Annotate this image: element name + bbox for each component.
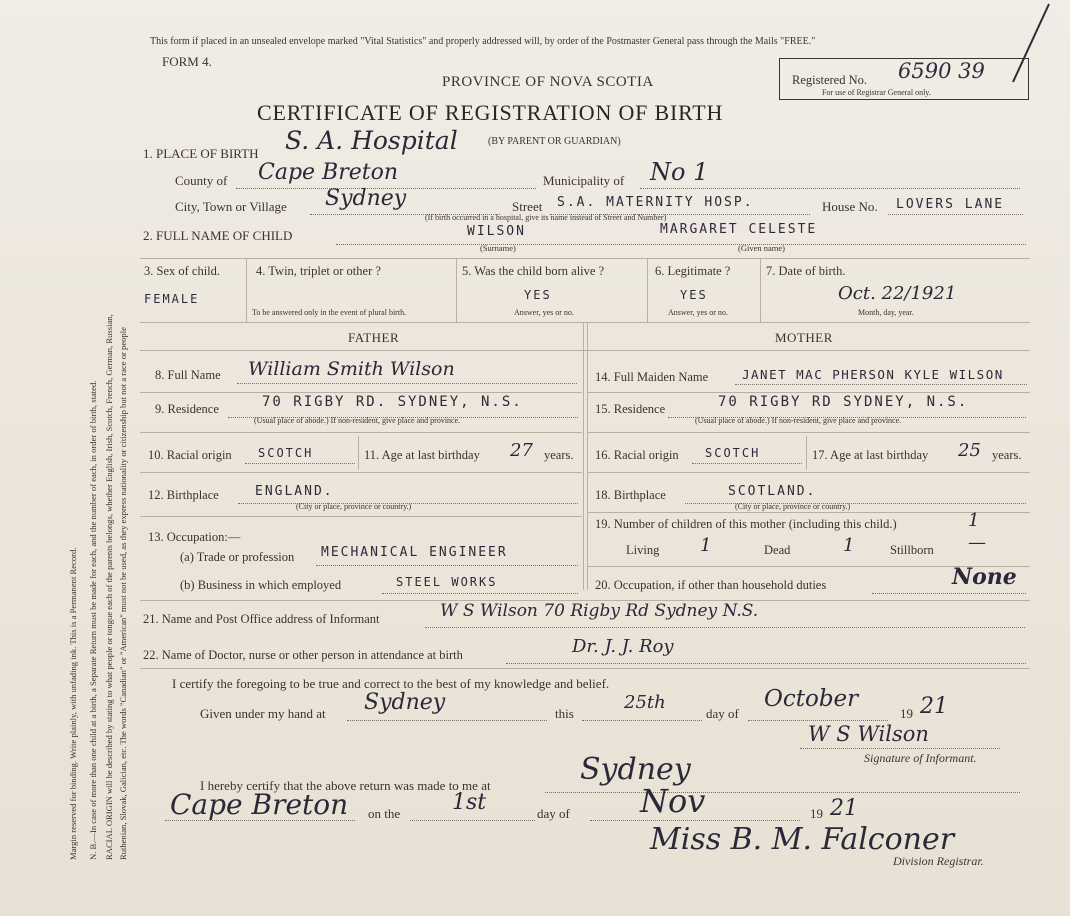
- mother-res-label: 15. Residence: [595, 402, 666, 416]
- father-occ-label: 13. Occupation:—: [148, 530, 241, 544]
- registrar-year: 21: [830, 796, 858, 821]
- this-label: this: [555, 706, 574, 721]
- father-age-unit: years.: [544, 448, 574, 462]
- place-value: S. A. Hospital: [285, 126, 458, 155]
- sex-label: 3. Sex of child.: [144, 264, 221, 278]
- father-age-value: 27: [510, 440, 533, 461]
- alive-label: 5. Was the child born alive ?: [462, 264, 605, 278]
- dead-value: 1: [843, 535, 855, 556]
- given-caption: (Given name): [738, 243, 785, 253]
- legit-label: 6. Legitimate ?: [655, 264, 731, 278]
- registered-box: [779, 58, 1029, 100]
- mother-children-value: 1: [968, 510, 980, 531]
- doctor-value: Dr. J. J. Roy: [572, 636, 674, 657]
- street-label: Street: [512, 199, 543, 214]
- legit-value: YES: [680, 288, 708, 302]
- informant-signature-caption: Signature of Informant.: [864, 751, 977, 765]
- municipality-value: No 1: [650, 158, 709, 186]
- street-value: S.A. MATERNITY HOSP.: [557, 195, 754, 210]
- father-trade-value: MECHANICAL ENGINEER: [321, 545, 508, 560]
- cert-statement: I certify the foregoing to be true and correct to the best of my knowledge and belief.: [172, 676, 610, 691]
- given-label: Given under my hand at: [200, 706, 326, 721]
- registrar-signature: Miss B. M. Falconer: [650, 822, 955, 857]
- father-birth-value: ENGLAND.: [255, 484, 334, 499]
- county-label: County of: [175, 173, 228, 188]
- mother-res-value: 70 RIGBY RD SYDNEY, N.S.: [718, 394, 969, 410]
- twin-note: To be answered only in the event of plural birth.: [252, 308, 407, 317]
- registrar-county: Cape Breton: [170, 788, 349, 821]
- street-note: (If birth occurred in a hospital, give its name instead of Street and Number): [425, 213, 667, 222]
- registrar-signature-caption: Division Registrar.: [893, 854, 984, 868]
- cert-day-of-label: day of: [706, 706, 739, 721]
- house-value: LOVERS LANE: [896, 197, 1005, 212]
- legit-note: Answer, yes or no.: [668, 308, 728, 317]
- city-label: City, Town or Village: [175, 199, 287, 214]
- city-value: Sydney: [325, 186, 407, 211]
- municipality-label: Municipality of: [543, 173, 625, 188]
- father-age-label: 11. Age at last birthday: [364, 448, 480, 462]
- father-res-label: 9. Residence: [155, 402, 219, 416]
- mother-birth-value: SCOTLAND.: [728, 484, 817, 499]
- father-res-note: (Usual place of abode.) If non-resident, give place and province.: [254, 416, 461, 425]
- cert-year: 21: [920, 694, 948, 719]
- mother-race-value: SCOTCH: [705, 446, 761, 460]
- certificate-title: CERTIFICATE OF REGISTRATION OF BIRTH: [257, 100, 724, 125]
- house-label: House No.: [822, 199, 878, 214]
- mother-children-label: 19. Number of children of this mother (including this child.): [595, 517, 897, 531]
- father-trade-label: (a) Trade or profession: [180, 550, 295, 564]
- cert-day: 25th: [624, 692, 666, 713]
- mother-res-note: (Usual place of abode.) If non-resident, give place and province.: [695, 416, 902, 425]
- father-name-label: 8. Full Name: [155, 368, 221, 382]
- doctor-label: 22. Name of Doctor, nurse or other person in attendance at birth: [143, 648, 463, 662]
- mother-age-label: 17. Age at last birthday: [812, 448, 929, 462]
- mother-age-value: 25: [958, 440, 981, 461]
- mother-name-label: 14. Full Maiden Name: [595, 370, 709, 384]
- alive-note: Answer, yes or no.: [514, 308, 574, 317]
- registrar-place: Sydney: [580, 752, 691, 787]
- margin-note-4: Ruthenian, Slovak, Galician, etc. The words "Canadian" or "American" must not be used, as they express nationality or citizenship but not a race or people: [118, 327, 128, 860]
- father-res-value: 70 RIGBY RD. SYDNEY, N.S.: [262, 394, 523, 410]
- registered-note: For use of Registrar General only.: [822, 88, 931, 97]
- registrar-day: 1st: [452, 790, 487, 815]
- informant-value: W S Wilson 70 Rigby Rd Sydney N.S.: [440, 601, 759, 621]
- given-place: Sydney: [364, 690, 446, 715]
- stillborn-value: —: [968, 532, 986, 553]
- province-title: PROVINCE OF NOVA SCOTIA: [442, 74, 654, 90]
- informant-signature: W S Wilson: [808, 722, 929, 746]
- father-birth-label: 12. Birthplace: [148, 488, 219, 502]
- father-race-label: 10. Racial origin: [148, 448, 232, 462]
- living-label: Living: [626, 543, 660, 557]
- mother-age-unit: years.: [992, 448, 1022, 462]
- dead-label: Dead: [764, 543, 791, 557]
- on-the-label: on the: [368, 806, 401, 821]
- place-label: 1. PLACE OF BIRTH: [143, 146, 259, 161]
- twin-label: 4. Twin, triplet or other ?: [256, 264, 381, 278]
- county-value: Cape Breton: [258, 160, 399, 185]
- cert-year-prefix: 19: [900, 706, 913, 721]
- margin-note-2: N. B.—In case of more than one child at a birth, a Separate Return must be made for each, and the number of each, in order of birth, stated.: [88, 380, 98, 860]
- registrar-day-of-label: day of: [537, 806, 570, 821]
- dob-note: Month, day, year.: [858, 308, 914, 317]
- mother-occupation-label: 20. Occupation, if other than household duties: [595, 578, 827, 592]
- registrar-month: Nov: [640, 782, 706, 820]
- mother-name-value: JANET MAC PHERSON KYLE WILSON: [742, 367, 1004, 382]
- sex-value: FEMALE: [144, 292, 200, 306]
- certificate-subtitle: (BY PARENT OR GUARDIAN): [488, 136, 621, 147]
- father-race-value: SCOTCH: [258, 446, 314, 460]
- dob-label: 7. Date of birth.: [766, 264, 846, 278]
- registrar-statement: I hereby certify that the above return was made to me at: [200, 778, 491, 793]
- margin-note-1: Margin reserved for binding. Write plainly, with unfading ink. This is a Permanent Record.: [68, 547, 78, 860]
- registered-label: Registered No.: [792, 73, 867, 87]
- child-surname: WILSON: [467, 224, 526, 239]
- father-business-value: STEEL WORKS: [396, 575, 498, 589]
- mother-heading: MOTHER: [775, 330, 833, 345]
- registrar-year-prefix: 19: [810, 806, 823, 821]
- postal-notice: This form if placed in an unsealed envelope marked "Vital Statistics" and properly addressed will, by order of the Postmaster General pass through the Mails "FREE.": [150, 36, 816, 47]
- mother-birth-note: (City or place, province or country.): [735, 502, 851, 511]
- check-mark: [1005, 0, 1055, 90]
- father-birth-note: (City or place, province or country.): [296, 502, 412, 511]
- mother-race-label: 16. Racial origin: [595, 448, 679, 462]
- mother-birth-label: 18. Birthplace: [595, 488, 666, 502]
- mother-occupation-value: None: [952, 564, 1017, 590]
- living-value: 1: [700, 535, 712, 556]
- child-given: MARGARET CELESTE: [660, 222, 818, 237]
- form-number: FORM 4.: [162, 54, 212, 69]
- cert-month: October: [764, 686, 859, 712]
- surname-caption: (Surname): [480, 243, 516, 253]
- registered-number: 6590 39: [898, 59, 985, 83]
- father-business-label: (b) Business in which employed: [180, 578, 342, 592]
- informant-label: 21. Name and Post Office address of Informant: [143, 612, 380, 626]
- dob-value: Oct. 22/1921: [838, 283, 957, 304]
- father-name-value: William Smith Wilson: [248, 358, 455, 380]
- father-heading: FATHER: [348, 330, 400, 345]
- child-name-label: 2. FULL NAME OF CHILD: [143, 228, 293, 243]
- stillborn-label: Stillborn: [890, 543, 934, 557]
- margin-note-3: RACIAL ORIGIN will be described by stating to what people or tongue each of the parents belongs, whether English, Irish, Scotch, French, German, Russian,: [104, 314, 114, 860]
- alive-value: YES: [524, 288, 552, 302]
